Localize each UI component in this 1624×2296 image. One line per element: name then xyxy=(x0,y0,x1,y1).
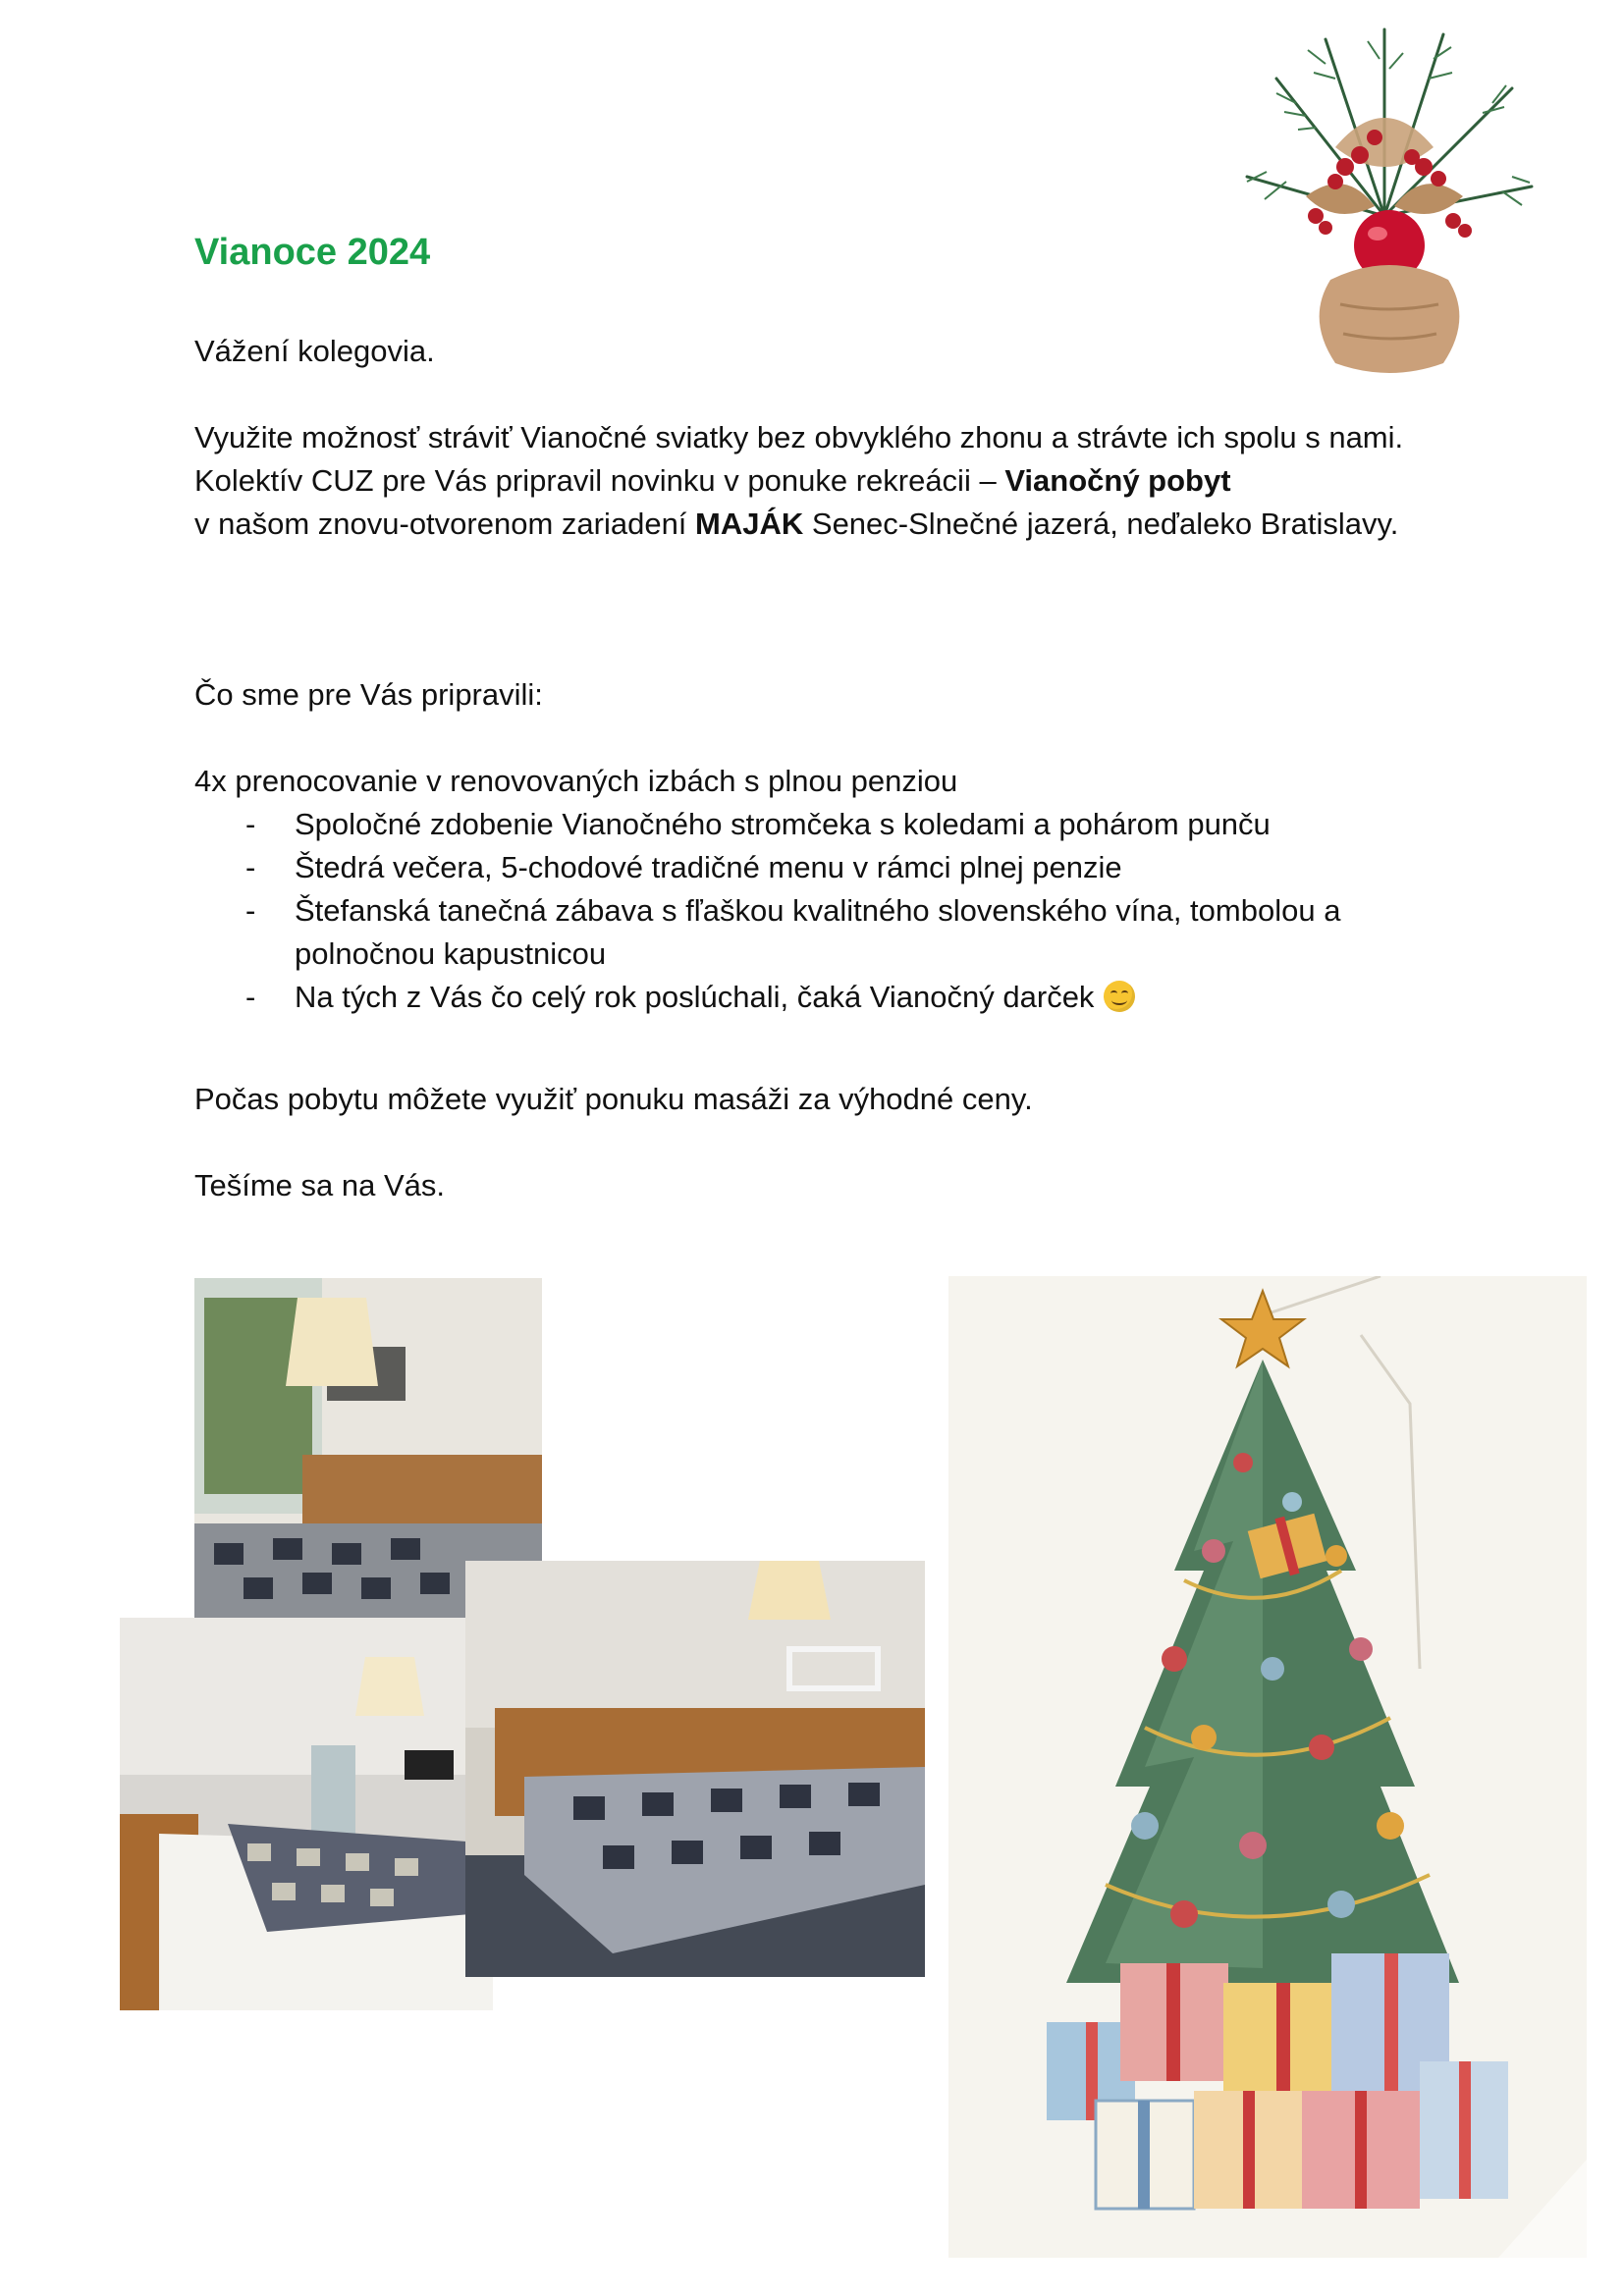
intro-line: v našom znovu-otvorenom zariadení xyxy=(194,507,696,541)
christmas-tree-illustration xyxy=(948,1276,1587,2258)
list-item xyxy=(194,889,1412,976)
intro-line: Senec-Slnečné jazerá, neďaleko Bratislavy. xyxy=(803,507,1399,541)
list-item-text: Štedrá večera, 5-chodové tradičné menu v rámci plnej penzie xyxy=(295,850,1122,884)
bullet-dash: - xyxy=(245,893,256,928)
stay-name: Vianočný pobyt xyxy=(1004,463,1231,498)
bullet-dash: - xyxy=(245,807,256,841)
intro-line: Kolektív CUZ pre Vás pripravil novinku v ponuke rekreácii – xyxy=(194,463,1005,498)
list-item-text: Štefanská tanečná zábava s fľaškou kvalitného slovenského vína, tombolou a polnočnou kapustnicou xyxy=(295,893,1341,971)
christmas-decoration-image xyxy=(1218,20,1551,383)
offer-intro: 4x prenocovanie v renovovaných izbách s plnou penziou xyxy=(194,764,958,798)
intro-paragraph xyxy=(194,416,1412,546)
page-title: Vianoce 2024 xyxy=(194,232,431,273)
intro-line: Využite možnosť stráviť Vianočné sviatky bez obvyklého zhonu a strávte ich spolu s nami. xyxy=(194,420,1404,454)
bullet-dash: - xyxy=(245,980,256,1014)
room-photo-3 xyxy=(465,1561,925,1977)
closing: Tešíme sa na Vás. xyxy=(194,1168,446,1202)
greeting: Vážení kolegovia. xyxy=(194,334,435,368)
list-item-text: Spoločné zdobenie Vianočného stromčeka s koledami a pohárom punču xyxy=(295,807,1271,841)
smiley-icon xyxy=(1104,981,1135,1012)
prepared-heading: Čo sme pre Vás pripravili: xyxy=(194,677,543,712)
massage-note: Počas pobytu môžete využiť ponuku masáži za výhodné ceny. xyxy=(194,1082,1033,1116)
list-item xyxy=(194,846,1412,889)
list-item xyxy=(194,803,1412,846)
facility-name: MAJÁK xyxy=(695,507,804,541)
list-item-text: Na tých z Vás čo celý rok poslúchali, čaká Vianočný darček xyxy=(295,980,1095,1014)
list-item xyxy=(194,976,1412,1019)
bullet-dash: - xyxy=(245,850,256,884)
offer-list xyxy=(194,803,1412,1019)
room-photo-2 xyxy=(120,1618,493,2010)
